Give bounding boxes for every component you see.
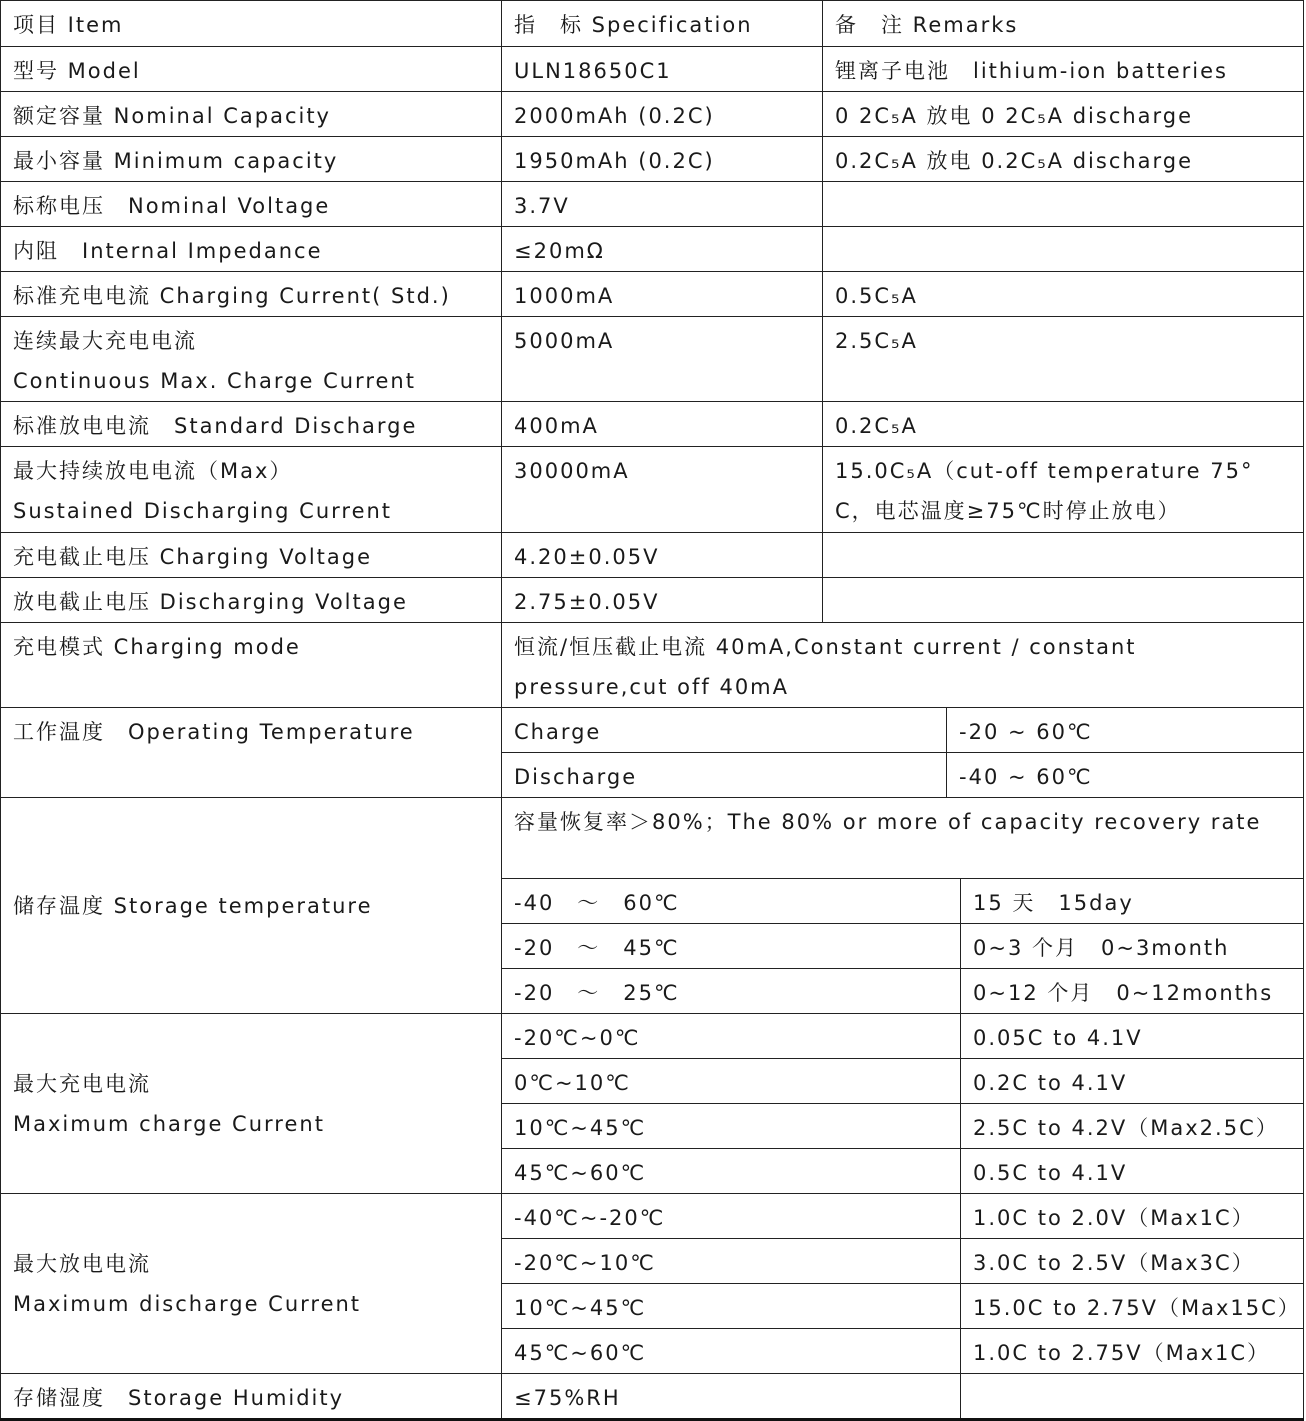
table-row <box>1 1014 1304 1059</box>
row-label <box>1 317 502 402</box>
operating-mode: Charge <box>502 708 947 753</box>
table-row <box>1 272 1304 317</box>
row-spec: ≤75%RH <box>502 1374 961 1420</box>
row-label: 标准放电电流 Standard Discharge <box>1 402 502 447</box>
row-remarks: 0.2C₅A <box>823 402 1304 447</box>
row-spec: ULN18650C1 <box>502 47 823 92</box>
rate-value: 3.0C to 2.5V（Max3C） <box>961 1239 1304 1284</box>
row-label: 内阻 Internal Impedance <box>1 227 502 272</box>
row-label: 工作温度 Operating Temperature <box>1 708 502 798</box>
temp-range: -20℃~10℃ <box>502 1239 961 1284</box>
temp-range: -20℃~0℃ <box>502 1014 961 1059</box>
row-spec: 2.75±0.05V <box>502 578 823 623</box>
header-remarks: 备 注 Remarks <box>823 1 1304 47</box>
row-label: 标称电压 Nominal Voltage <box>1 182 502 227</box>
table-row <box>1 137 1304 182</box>
row-remarks: 0 2C₅A 放电 0 2C₅A discharge <box>823 92 1304 137</box>
table-row <box>1 578 1304 623</box>
row-remarks: 2.5C₅A <box>823 317 1304 402</box>
row-label: 放电截止电压 Discharging Voltage <box>1 578 502 623</box>
row-label <box>1 1194 502 1374</box>
temp-range: 0℃~10℃ <box>502 1059 961 1104</box>
table-row <box>1 533 1304 578</box>
operating-mode: Discharge <box>502 753 947 798</box>
rate-value: 1.0C to 2.75V（Max1C） <box>961 1329 1304 1374</box>
row-remarks <box>823 533 1304 578</box>
row-remarks <box>823 578 1304 623</box>
temp-range: 10℃~45℃ <box>502 1284 961 1329</box>
table-row <box>1 798 1304 879</box>
row-remarks-line: C，电芯温度≥75℃时停止放电） <box>835 499 1181 523</box>
row-label: 存储湿度 Storage Humidity <box>1 1374 502 1420</box>
table-row <box>1 402 1304 447</box>
table-row <box>1 92 1304 137</box>
table-row <box>1 227 1304 272</box>
row-spec: 30000mA <box>502 447 823 533</box>
row-remarks <box>961 1374 1304 1420</box>
temp-range: 45℃~60℃ <box>502 1329 961 1374</box>
table-row <box>1 708 1304 753</box>
storage-duration: 0~3 个月 0~3month <box>961 924 1304 969</box>
row-remarks: 0.5C₅A <box>823 272 1304 317</box>
table-row <box>1 182 1304 227</box>
row-label-cn: 连续最大充电电流 <box>13 329 197 353</box>
rate-value: 1.0C to 2.0V（Max1C） <box>961 1194 1304 1239</box>
table-row <box>1 1194 1304 1239</box>
storage-duration: 0~12 个月 0~12months <box>961 969 1304 1014</box>
table-row <box>1 47 1304 92</box>
row-label-en: Maximum charge Current <box>13 1111 325 1136</box>
storage-range: -20 ～ 25℃ <box>502 969 961 1014</box>
row-remarks <box>823 182 1304 227</box>
row-spec: 2000mAh (0.2C) <box>502 92 823 137</box>
table-row <box>1 447 1304 533</box>
row-label-en: Sustained Discharging Current <box>13 499 393 523</box>
table-row <box>1 1374 1304 1420</box>
row-label: 充电截止电压 Charging Voltage <box>1 533 502 578</box>
row-label-en: Continuous Max. Charge Current <box>13 369 416 393</box>
temp-range: 10℃~45℃ <box>502 1104 961 1149</box>
row-remarks-line: 15.0C₅A（cut-off temperature 75° <box>835 459 1254 483</box>
row-label <box>1 1014 502 1194</box>
row-label: 充电模式 Charging mode <box>1 623 502 708</box>
row-spec: 5000mA <box>502 317 823 402</box>
rate-value: 0.5C to 4.1V <box>961 1149 1304 1194</box>
row-remarks <box>823 447 1304 533</box>
row-spec: 恒流/恒压截止电流 40mA,Constant current / constant pressure,cut off 40mA <box>502 623 1304 708</box>
row-label: 额定容量 Nominal Capacity <box>1 92 502 137</box>
row-remarks: 0.2C₅A 放电 0.2C₅A discharge <box>823 137 1304 182</box>
storage-range: -40 ～ 60℃ <box>502 879 961 924</box>
row-label-cn: 最大持续放电电流（Max） <box>13 459 293 483</box>
storage-note: 容量恢复率＞80%；The 80% or more of capacity recovery rate <box>502 798 1304 879</box>
row-label: 标准充电电流 Charging Current( Std.) <box>1 272 502 317</box>
row-remarks <box>823 227 1304 272</box>
temp-range: -40℃~-20℃ <box>502 1194 961 1239</box>
row-label: 储存温度 Storage temperature <box>1 798 502 1014</box>
row-label-cn: 最大充电电流 <box>13 1071 151 1096</box>
row-spec: 1000mA <box>502 272 823 317</box>
row-remarks: 锂离子电池 lithium-ion batteries <box>823 47 1304 92</box>
storage-duration: 15 天 15day <box>961 879 1304 924</box>
row-spec: 1950mAh (0.2C) <box>502 137 823 182</box>
row-label <box>1 447 502 533</box>
table-header-row <box>1 1 1304 47</box>
table-row <box>1 623 1304 708</box>
table-row <box>1 317 1304 402</box>
row-spec: 3.7V <box>502 182 823 227</box>
row-label-en: Maximum discharge Current <box>13 1291 362 1316</box>
header-specification: 指 标 Specification <box>502 1 823 47</box>
row-label-cn: 最大放电电流 <box>13 1251 151 1276</box>
row-spec: ≤20mΩ <box>502 227 823 272</box>
row-label: 最小容量 Minimum capacity <box>1 137 502 182</box>
row-label: 型号 Model <box>1 47 502 92</box>
header-item: 项目 Item <box>1 1 502 47</box>
operating-range: -40 ~ 60℃ <box>947 753 1304 798</box>
rate-value: 2.5C to 4.2V（Max2.5C） <box>961 1104 1304 1149</box>
rate-value: 0.05C to 4.1V <box>961 1014 1304 1059</box>
rate-value: 15.0C to 2.75V（Max15C） <box>961 1284 1304 1329</box>
storage-range: -20 ～ 45℃ <box>502 924 961 969</box>
rate-value: 0.2C to 4.1V <box>961 1059 1304 1104</box>
temp-range: 45℃~60℃ <box>502 1149 961 1194</box>
operating-range: -20 ~ 60℃ <box>947 708 1304 753</box>
row-spec: 400mA <box>502 402 823 447</box>
row-spec: 4.20±0.05V <box>502 533 823 578</box>
